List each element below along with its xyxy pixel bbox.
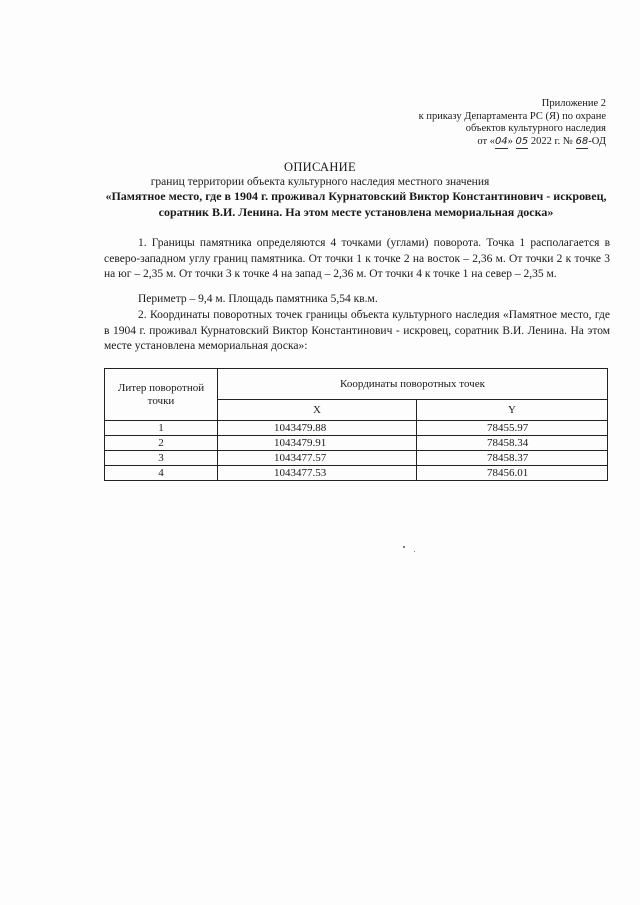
paragraph-coordinates: 2. Координаты поворотных точек границы объекта культурного наследия «Памятное место, где в 1904 г. проживал Курнатовский Виктор Константинович - искровец, соратник В.И. Ленина. На этом месте установлена мемориальная доска»: xyxy=(104,309,610,352)
paragraph-boundaries: 1. Границы памятника определяются 4 точками (углами) поворота. Точка 1 располагается в северо-западном углу границ памятника. От точки 1 к точке 2 на восток – 2,36 м. От точки 2 к точке 3 на юг – 2,35 м. От точки 3 к точке 4 на запад – 2,36 м. От точки 4 к точке 1 на север – 2,35 м. xyxy=(104,237,610,280)
cell-y: 78458.34 xyxy=(417,436,608,451)
scan-speck xyxy=(403,546,405,548)
cell-x: 1043479.91 xyxy=(218,436,417,451)
appendix-header xyxy=(419,98,606,149)
cell-y: 78458.37 xyxy=(417,451,608,466)
header-coordinates: Координаты поворотных точек xyxy=(218,369,608,400)
cell-x: 1043477.53 xyxy=(218,466,417,481)
date-year: 2022 г. № xyxy=(530,135,573,147)
cell-x: 1043479.88 xyxy=(218,421,417,436)
coordinates-table xyxy=(104,368,608,481)
header-y: Y xyxy=(417,400,608,421)
handwritten-number: 68 xyxy=(576,136,589,150)
object-name: «Памятное место, где в 1904 г. проживал Курнатовский Виктор Константинович - искровец, соратник В.И. Ленина. На этом месте установлена мемориальная доска» xyxy=(105,189,607,219)
order-suffix: -ОД xyxy=(588,135,606,147)
paragraph-perimeter: Периметр – 9,4 м. Площадь памятника 5,54 кв.м. xyxy=(138,293,378,305)
table-row xyxy=(105,466,608,481)
header-x: X xyxy=(218,400,417,421)
cell-liter: 1 xyxy=(105,421,218,436)
table-row xyxy=(105,421,608,436)
header-liter: Литер поворотной точки xyxy=(105,369,218,421)
appendix-line-3: объектов культурного наследия xyxy=(465,123,606,134)
appendix-date-line xyxy=(419,136,606,150)
table-row xyxy=(105,436,608,451)
appendix-line-2: к приказу Департамента РС (Я) по охране xyxy=(418,110,606,122)
date-prefix: от « xyxy=(477,135,495,147)
table-row xyxy=(105,451,608,466)
handwritten-month: 05 xyxy=(516,136,529,150)
cell-liter: 3 xyxy=(105,451,218,466)
cell-liter: 4 xyxy=(105,466,218,481)
appendix-line-1: Приложение 2 xyxy=(541,98,606,109)
cell-x: 1043477.57 xyxy=(218,451,417,466)
document-title: ОПИСАНИЕ xyxy=(284,160,356,174)
cell-y: 78455.97 xyxy=(417,421,608,436)
document-subtitle: границ территории объекта культурного наследия местного значения xyxy=(150,176,490,188)
cell-y: 78456.01 xyxy=(417,466,608,481)
cell-liter: 2 xyxy=(105,436,218,451)
date-mid: » xyxy=(507,135,513,147)
scan-speck xyxy=(414,551,415,552)
handwritten-day: 04 xyxy=(495,136,508,150)
